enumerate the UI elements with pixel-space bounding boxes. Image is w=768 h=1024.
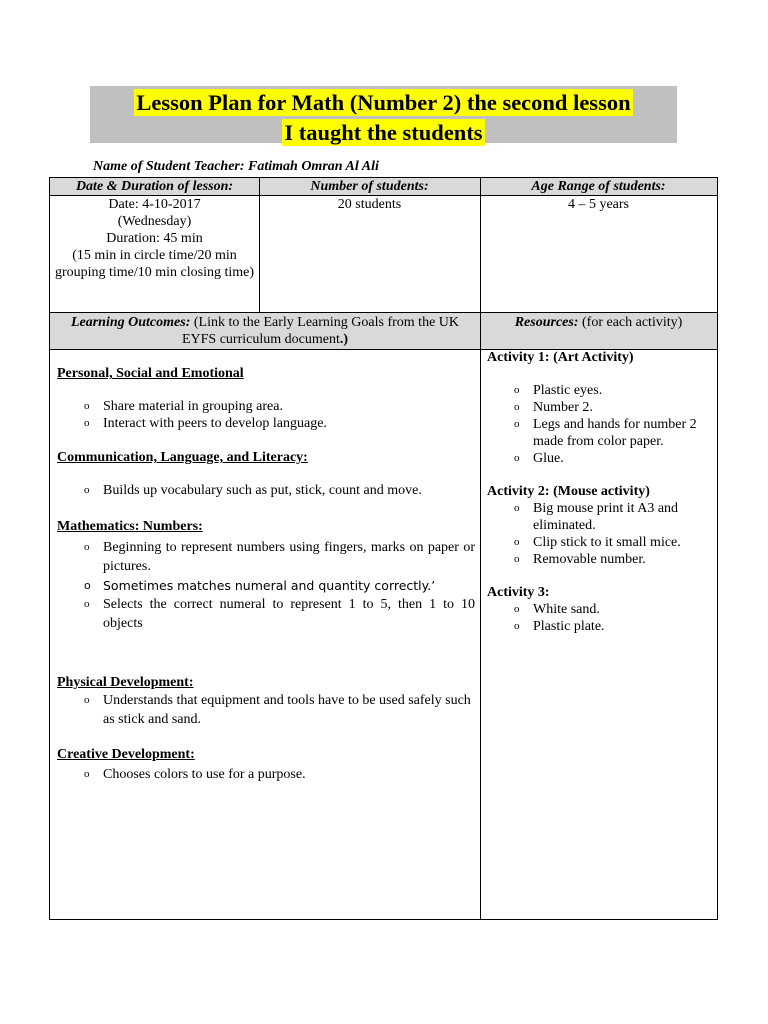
activity-1-title: Activity 1: (Art Activity) xyxy=(487,350,634,365)
list-item: o Clip stick to it small mice. xyxy=(487,534,709,551)
math-list xyxy=(57,538,475,633)
physical-title: Physical Development: xyxy=(57,675,194,690)
list-item: o Interact with peers to develop language. xyxy=(57,415,475,432)
header-age xyxy=(480,178,717,195)
header-age-label: Age Range of students: xyxy=(531,179,666,194)
lesson-duration: Duration: 45 min xyxy=(106,231,203,246)
list-item: o Builds up vocabulary such as put, stick, count and move. xyxy=(57,482,475,499)
personal-social-title: Personal, Social and Emotional xyxy=(57,366,244,381)
creative-list xyxy=(57,766,475,783)
grid-line xyxy=(50,312,717,313)
list-item: o Removable number. xyxy=(487,551,709,568)
header-date xyxy=(50,178,259,195)
outcomes-header-text: (Link to the Early Learning Goals from the UK EYFS curriculum document xyxy=(181,315,460,347)
list-item: o Selects the correct numeral to represent 1 to 5, then 1 to 10 objects xyxy=(57,595,475,633)
grid-line xyxy=(50,195,717,196)
header-date-label: Date & Duration of lesson: xyxy=(75,179,234,194)
age-cell xyxy=(480,196,717,312)
list-item: o Glue. xyxy=(487,450,709,467)
outcomes-header xyxy=(50,313,480,349)
duration-breakdown: (15 min in circle time/20 min grouping time/10 min closing time) xyxy=(54,248,255,280)
list-item: o White sand. xyxy=(487,601,709,618)
age-range: 4 – 5 years xyxy=(567,197,630,212)
resources-cell xyxy=(487,349,709,635)
list-item: o Number 2. xyxy=(487,399,709,416)
student-count: 20 students xyxy=(337,197,402,212)
list-item: o Plastic plate. xyxy=(487,618,709,635)
date-duration-cell xyxy=(50,196,259,312)
student-teacher-name: Name of Student Teacher: Fatimah Omran Al Ali xyxy=(93,159,379,174)
communication-title: Communication, Language, and Literacy: xyxy=(57,450,308,465)
list-item: o Legs and hands for number 2 made from color paper. xyxy=(487,416,709,450)
title-line-2: I taught the students xyxy=(284,120,483,145)
list-item: o Sometimes matches numeral and quantity correctly.’ xyxy=(57,576,475,595)
outcomes-header-end: .) xyxy=(339,332,349,347)
list-item: o Beginning to represent numbers using fingers, marks on paper or pictures. xyxy=(57,538,475,576)
activity-1-list xyxy=(487,382,709,467)
resources-header-text: (for each activity) xyxy=(582,315,683,330)
list-item: o Plastic eyes. xyxy=(487,382,709,399)
activity-3-title: Activity 3: xyxy=(487,585,550,600)
title-banner xyxy=(90,86,677,143)
personal-social-list xyxy=(57,398,475,432)
activity-3-list xyxy=(487,601,709,635)
activity-2-title: Activity 2: (Mouse activity) xyxy=(487,484,650,499)
grid-line xyxy=(480,178,481,919)
resources-header xyxy=(480,313,717,349)
lesson-date: Date: 4-10-2017 xyxy=(108,197,201,212)
resources-header-label: Resources: xyxy=(514,315,579,330)
list-item: o Chooses colors to use for a purpose. xyxy=(57,766,475,783)
lesson-day: (Wednesday) xyxy=(117,214,192,229)
math-title: Mathematics: Numbers: xyxy=(57,519,203,534)
grid-line xyxy=(259,178,260,312)
title-line-1: Lesson Plan for Math (Number 2) the second lesson xyxy=(136,90,631,115)
creative-title: Creative Development: xyxy=(57,747,195,762)
list-item: o Big mouse print it A3 and eliminated. xyxy=(487,500,709,534)
activity-2-list xyxy=(487,500,709,568)
communication-list xyxy=(57,482,475,499)
list-item: o Share material in grouping area. xyxy=(57,398,475,415)
physical-list xyxy=(57,691,475,729)
outcomes-cell xyxy=(57,365,475,783)
outcomes-header-label: Learning Outcomes: xyxy=(70,315,191,330)
header-students xyxy=(259,178,480,195)
list-item: o Understands that equipment and tools have to be used safely such as stick and sand. xyxy=(57,691,475,729)
header-students-label: Number of students: xyxy=(310,179,429,194)
students-cell xyxy=(259,196,480,312)
lesson-plan-table xyxy=(49,177,718,920)
grid-line xyxy=(50,349,717,350)
